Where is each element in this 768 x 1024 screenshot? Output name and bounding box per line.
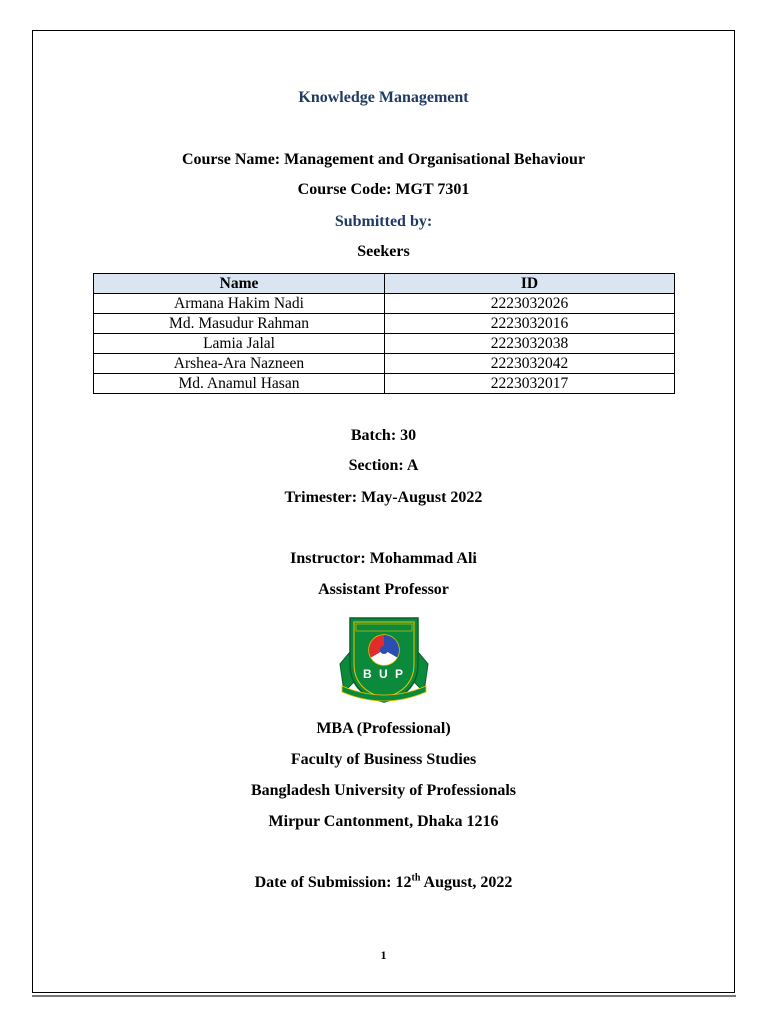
section: Section: A <box>348 457 419 474</box>
member-name: Arshea-Ara Nazneen <box>94 354 385 374</box>
submission-date-ordinal: th <box>411 872 421 884</box>
bottom-rule <box>32 995 736 997</box>
trimester: Trimester: May-August 2022 <box>284 489 483 506</box>
member-id: 2223032038 <box>385 334 675 354</box>
logo-letters: B U P <box>362 667 406 681</box>
course-code: Course Code: MGT 7301 <box>297 181 470 198</box>
table-row <box>94 294 675 314</box>
submission-date-suffix: August, 2022 <box>420 874 513 891</box>
column-header-name: Name <box>94 274 385 294</box>
table-row <box>94 354 675 374</box>
table-row <box>94 334 675 354</box>
members-table <box>93 273 675 394</box>
member-name: Lamia Jalal <box>94 334 385 354</box>
member-id: 2223032042 <box>385 354 675 374</box>
member-id: 2223032017 <box>385 374 675 394</box>
member-name: Md. Masudur Rahman <box>94 314 385 334</box>
member-name: Armana Hakim Nadi <box>94 294 385 314</box>
address: Mirpur Cantonment, Dhaka 1216 <box>268 813 499 830</box>
member-id: 2223032026 <box>385 294 675 314</box>
table-row <box>94 314 675 334</box>
table-row <box>94 374 675 394</box>
member-id: 2223032016 <box>385 314 675 334</box>
member-name: Md. Anamul Hasan <box>94 374 385 394</box>
submission-date <box>32 873 735 893</box>
column-header-id: ID <box>385 274 675 294</box>
university: Bangladesh University of Professionals <box>250 782 517 799</box>
table-header-row <box>94 274 675 294</box>
instructor-title: Assistant Professor <box>318 581 449 598</box>
page-number: 1 <box>380 948 387 962</box>
course-name: Course Name: Management and Organisational Behaviour <box>181 151 586 168</box>
group-name: Seekers <box>357 243 410 260</box>
submitted-by-label: Submitted by: <box>334 213 433 230</box>
document-title: Knowledge Management <box>298 89 469 106</box>
batch: Batch: 30 <box>350 427 417 444</box>
bup-crest-logo-icon <box>336 612 432 704</box>
submission-date-prefix: Date of Submission: 12 <box>254 874 412 891</box>
page-border <box>32 30 735 993</box>
faculty: Faculty of Business Studies <box>290 751 477 768</box>
instructor: Instructor: Mohammad Ali <box>290 550 477 567</box>
program: MBA (Professional) <box>316 720 451 737</box>
